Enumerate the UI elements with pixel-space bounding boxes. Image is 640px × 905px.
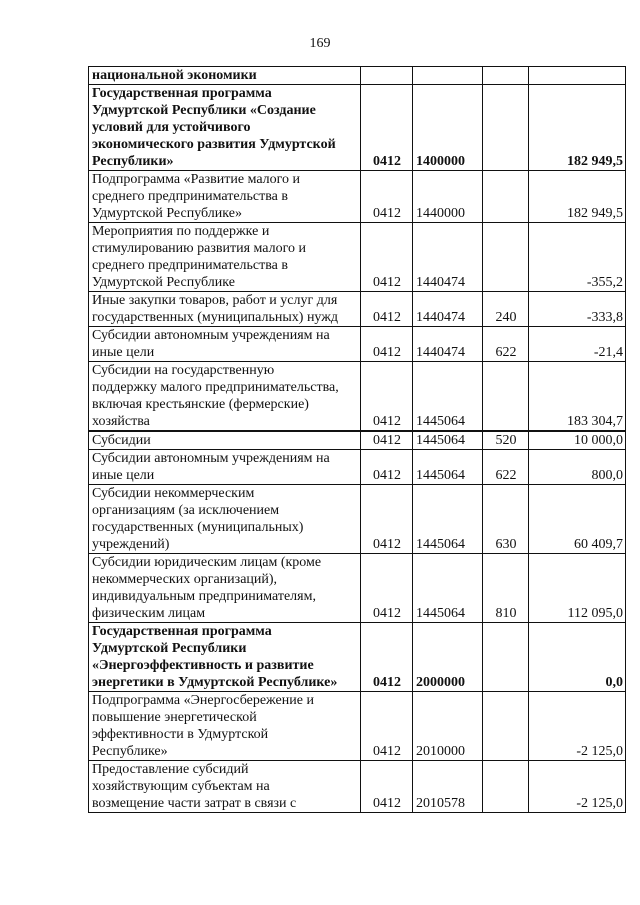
- table-row: [89, 623, 626, 692]
- section-code-cell: 0412: [361, 554, 413, 623]
- budget-table: [88, 66, 626, 813]
- row-name-line: Субсидии на государственную: [92, 363, 275, 378]
- row-name-line: Удмуртской Республике»: [92, 206, 242, 221]
- row-name-line: Государственная программа: [92, 624, 272, 639]
- target-article-cell: [413, 67, 483, 85]
- row-name-line: Субсидии автономным учреждениям на: [92, 451, 330, 466]
- row-name-line: среднего предпринимательства в: [92, 258, 288, 273]
- row-name-line: организациям (за исключением: [92, 503, 280, 518]
- target-article-cell: 2010578: [413, 761, 483, 813]
- target-article-cell: 1400000: [413, 85, 483, 171]
- row-name-cell: [89, 450, 361, 485]
- amount-cell: -21,4: [529, 327, 626, 362]
- target-article-cell: 1445064: [413, 431, 483, 450]
- row-name-line: повышение энергетической: [92, 710, 257, 725]
- section-code-cell: 0412: [361, 171, 413, 223]
- section-code-cell: 0412: [361, 85, 413, 171]
- row-name-cell: [89, 485, 361, 554]
- row-name-cell: [89, 431, 361, 450]
- section-code-cell: 0412: [361, 485, 413, 554]
- row-name-line: энергетики в Удмуртской Республике»: [92, 675, 338, 690]
- row-name-line: Предоставление субсидий: [92, 762, 249, 777]
- row-name-line: Подпрограмма «Развитие малого и: [92, 172, 301, 187]
- expense-type-cell: [483, 223, 529, 292]
- target-article-cell: 1445064: [413, 554, 483, 623]
- expense-type-cell: [483, 67, 529, 85]
- section-code-cell: 0412: [361, 431, 413, 450]
- expense-type-cell: 520: [483, 431, 529, 450]
- row-name-line: Иные закупки товаров, работ и услуг для: [92, 293, 338, 308]
- row-name-cell: [89, 692, 361, 761]
- amount-cell: -333,8: [529, 292, 626, 327]
- amount-cell: 60 409,7: [529, 485, 626, 554]
- row-name-line: Удмуртской Республики «Создание: [92, 103, 316, 118]
- expense-type-cell: [483, 362, 529, 432]
- amount-cell: -355,2: [529, 223, 626, 292]
- table-row: [89, 67, 626, 85]
- row-name-line: Подпрограмма «Энергосбережение и: [92, 693, 314, 708]
- expense-type-cell: 810: [483, 554, 529, 623]
- expense-type-cell: 240: [483, 292, 529, 327]
- section-code-cell: [361, 67, 413, 85]
- target-article-cell: 1445064: [413, 485, 483, 554]
- target-article-cell: 1440474: [413, 292, 483, 327]
- row-name-cell: [89, 623, 361, 692]
- section-code-cell: 0412: [361, 327, 413, 362]
- row-name-cell: [89, 171, 361, 223]
- row-name-cell: [89, 85, 361, 171]
- table-row: [89, 431, 626, 450]
- row-name-line: Субсидии: [92, 433, 151, 448]
- table-row: [89, 485, 626, 554]
- table-row: [89, 327, 626, 362]
- target-article-cell: 1445064: [413, 362, 483, 432]
- row-name-line: физическим лицам: [92, 606, 206, 621]
- amount-cell: 183 304,7: [529, 362, 626, 432]
- row-name-cell: [89, 292, 361, 327]
- row-name-line: некоммерческих организаций),: [92, 572, 278, 587]
- row-name-line: условий для устойчивого: [92, 120, 251, 135]
- amount-cell: 800,0: [529, 450, 626, 485]
- table-row: [89, 450, 626, 485]
- table-row: [89, 171, 626, 223]
- row-name-line: государственных (муниципальных) нужд: [92, 310, 339, 325]
- row-name-line: Субсидии некоммерческим: [92, 486, 255, 501]
- section-code-cell: 0412: [361, 623, 413, 692]
- expense-type-cell: [483, 171, 529, 223]
- row-name-cell: [89, 761, 361, 813]
- row-name-line: Республике»: [92, 744, 168, 759]
- row-name-line: иные цели: [92, 468, 155, 483]
- row-name-line: стимулированию развития малого и: [92, 241, 306, 256]
- row-name-line: Субсидии автономным учреждениям на: [92, 328, 330, 343]
- row-name-line: Мероприятия по поддержке и: [92, 224, 270, 239]
- row-name-line: национальной экономики: [92, 68, 257, 83]
- table-row: [89, 223, 626, 292]
- target-article-cell: 2000000: [413, 623, 483, 692]
- row-name-line: Удмуртской Республики: [92, 641, 247, 656]
- row-name-line: экономического развития Удмуртской: [92, 137, 336, 152]
- target-article-cell: 1440474: [413, 327, 483, 362]
- amount-cell: -2 125,0: [529, 761, 626, 813]
- table-row: [89, 761, 626, 813]
- row-name-line: Удмуртской Республике: [92, 275, 235, 290]
- table-row: [89, 362, 626, 432]
- expense-type-cell: 630: [483, 485, 529, 554]
- amount-cell: 182 949,5: [529, 171, 626, 223]
- table-row: [89, 554, 626, 623]
- expense-type-cell: [483, 623, 529, 692]
- row-name-line: Государственная программа: [92, 86, 272, 101]
- target-article-cell: 1440000: [413, 171, 483, 223]
- row-name-line: возмещение части затрат в связи с: [92, 796, 297, 811]
- section-code-cell: 0412: [361, 292, 413, 327]
- table-row: [89, 692, 626, 761]
- target-article-cell: 1440474: [413, 223, 483, 292]
- page-number: 169: [309, 36, 331, 51]
- section-code-cell: 0412: [361, 761, 413, 813]
- target-article-cell: 2010000: [413, 692, 483, 761]
- amount-cell: [529, 67, 626, 85]
- row-name-line: учреждений): [92, 537, 170, 552]
- target-article-cell: 1445064: [413, 450, 483, 485]
- amount-cell: 10 000,0: [529, 431, 626, 450]
- section-code-cell: 0412: [361, 362, 413, 432]
- row-name-line: иные цели: [92, 345, 155, 360]
- row-name-line: поддержку малого предпринимательства,: [92, 380, 339, 395]
- row-name-line: индивидуальным предпринимателям,: [92, 589, 316, 604]
- expense-type-cell: [483, 761, 529, 813]
- row-name-cell: [89, 327, 361, 362]
- row-name-line: «Энергоэффективность и развитие: [92, 658, 314, 673]
- amount-cell: 112 095,0: [529, 554, 626, 623]
- expense-type-cell: [483, 85, 529, 171]
- row-name-line: государственных (муниципальных): [92, 520, 304, 535]
- row-name-cell: [89, 554, 361, 623]
- amount-cell: -2 125,0: [529, 692, 626, 761]
- amount-cell: 0,0: [529, 623, 626, 692]
- row-name-line: Субсидии юридическим лицам (кроме: [92, 555, 322, 570]
- row-name-line: среднего предпринимательства в: [92, 189, 288, 204]
- row-name-line: хозяйствующим субъектам на: [92, 779, 270, 794]
- row-name-cell: [89, 223, 361, 292]
- section-code-cell: 0412: [361, 692, 413, 761]
- expense-type-cell: 622: [483, 450, 529, 485]
- amount-cell: 182 949,5: [529, 85, 626, 171]
- row-name-cell: [89, 362, 361, 432]
- row-name-cell: [89, 67, 361, 85]
- row-name-line: хозяйства: [92, 414, 150, 429]
- table-row: [89, 292, 626, 327]
- section-code-cell: 0412: [361, 450, 413, 485]
- row-name-line: включая крестьянские (фермерские): [92, 397, 309, 412]
- section-code-cell: 0412: [361, 223, 413, 292]
- expense-type-cell: 622: [483, 327, 529, 362]
- row-name-line: эффективности в Удмуртской: [92, 727, 269, 742]
- table-row: [89, 85, 626, 171]
- row-name-line: Республики»: [92, 154, 174, 169]
- expense-type-cell: [483, 692, 529, 761]
